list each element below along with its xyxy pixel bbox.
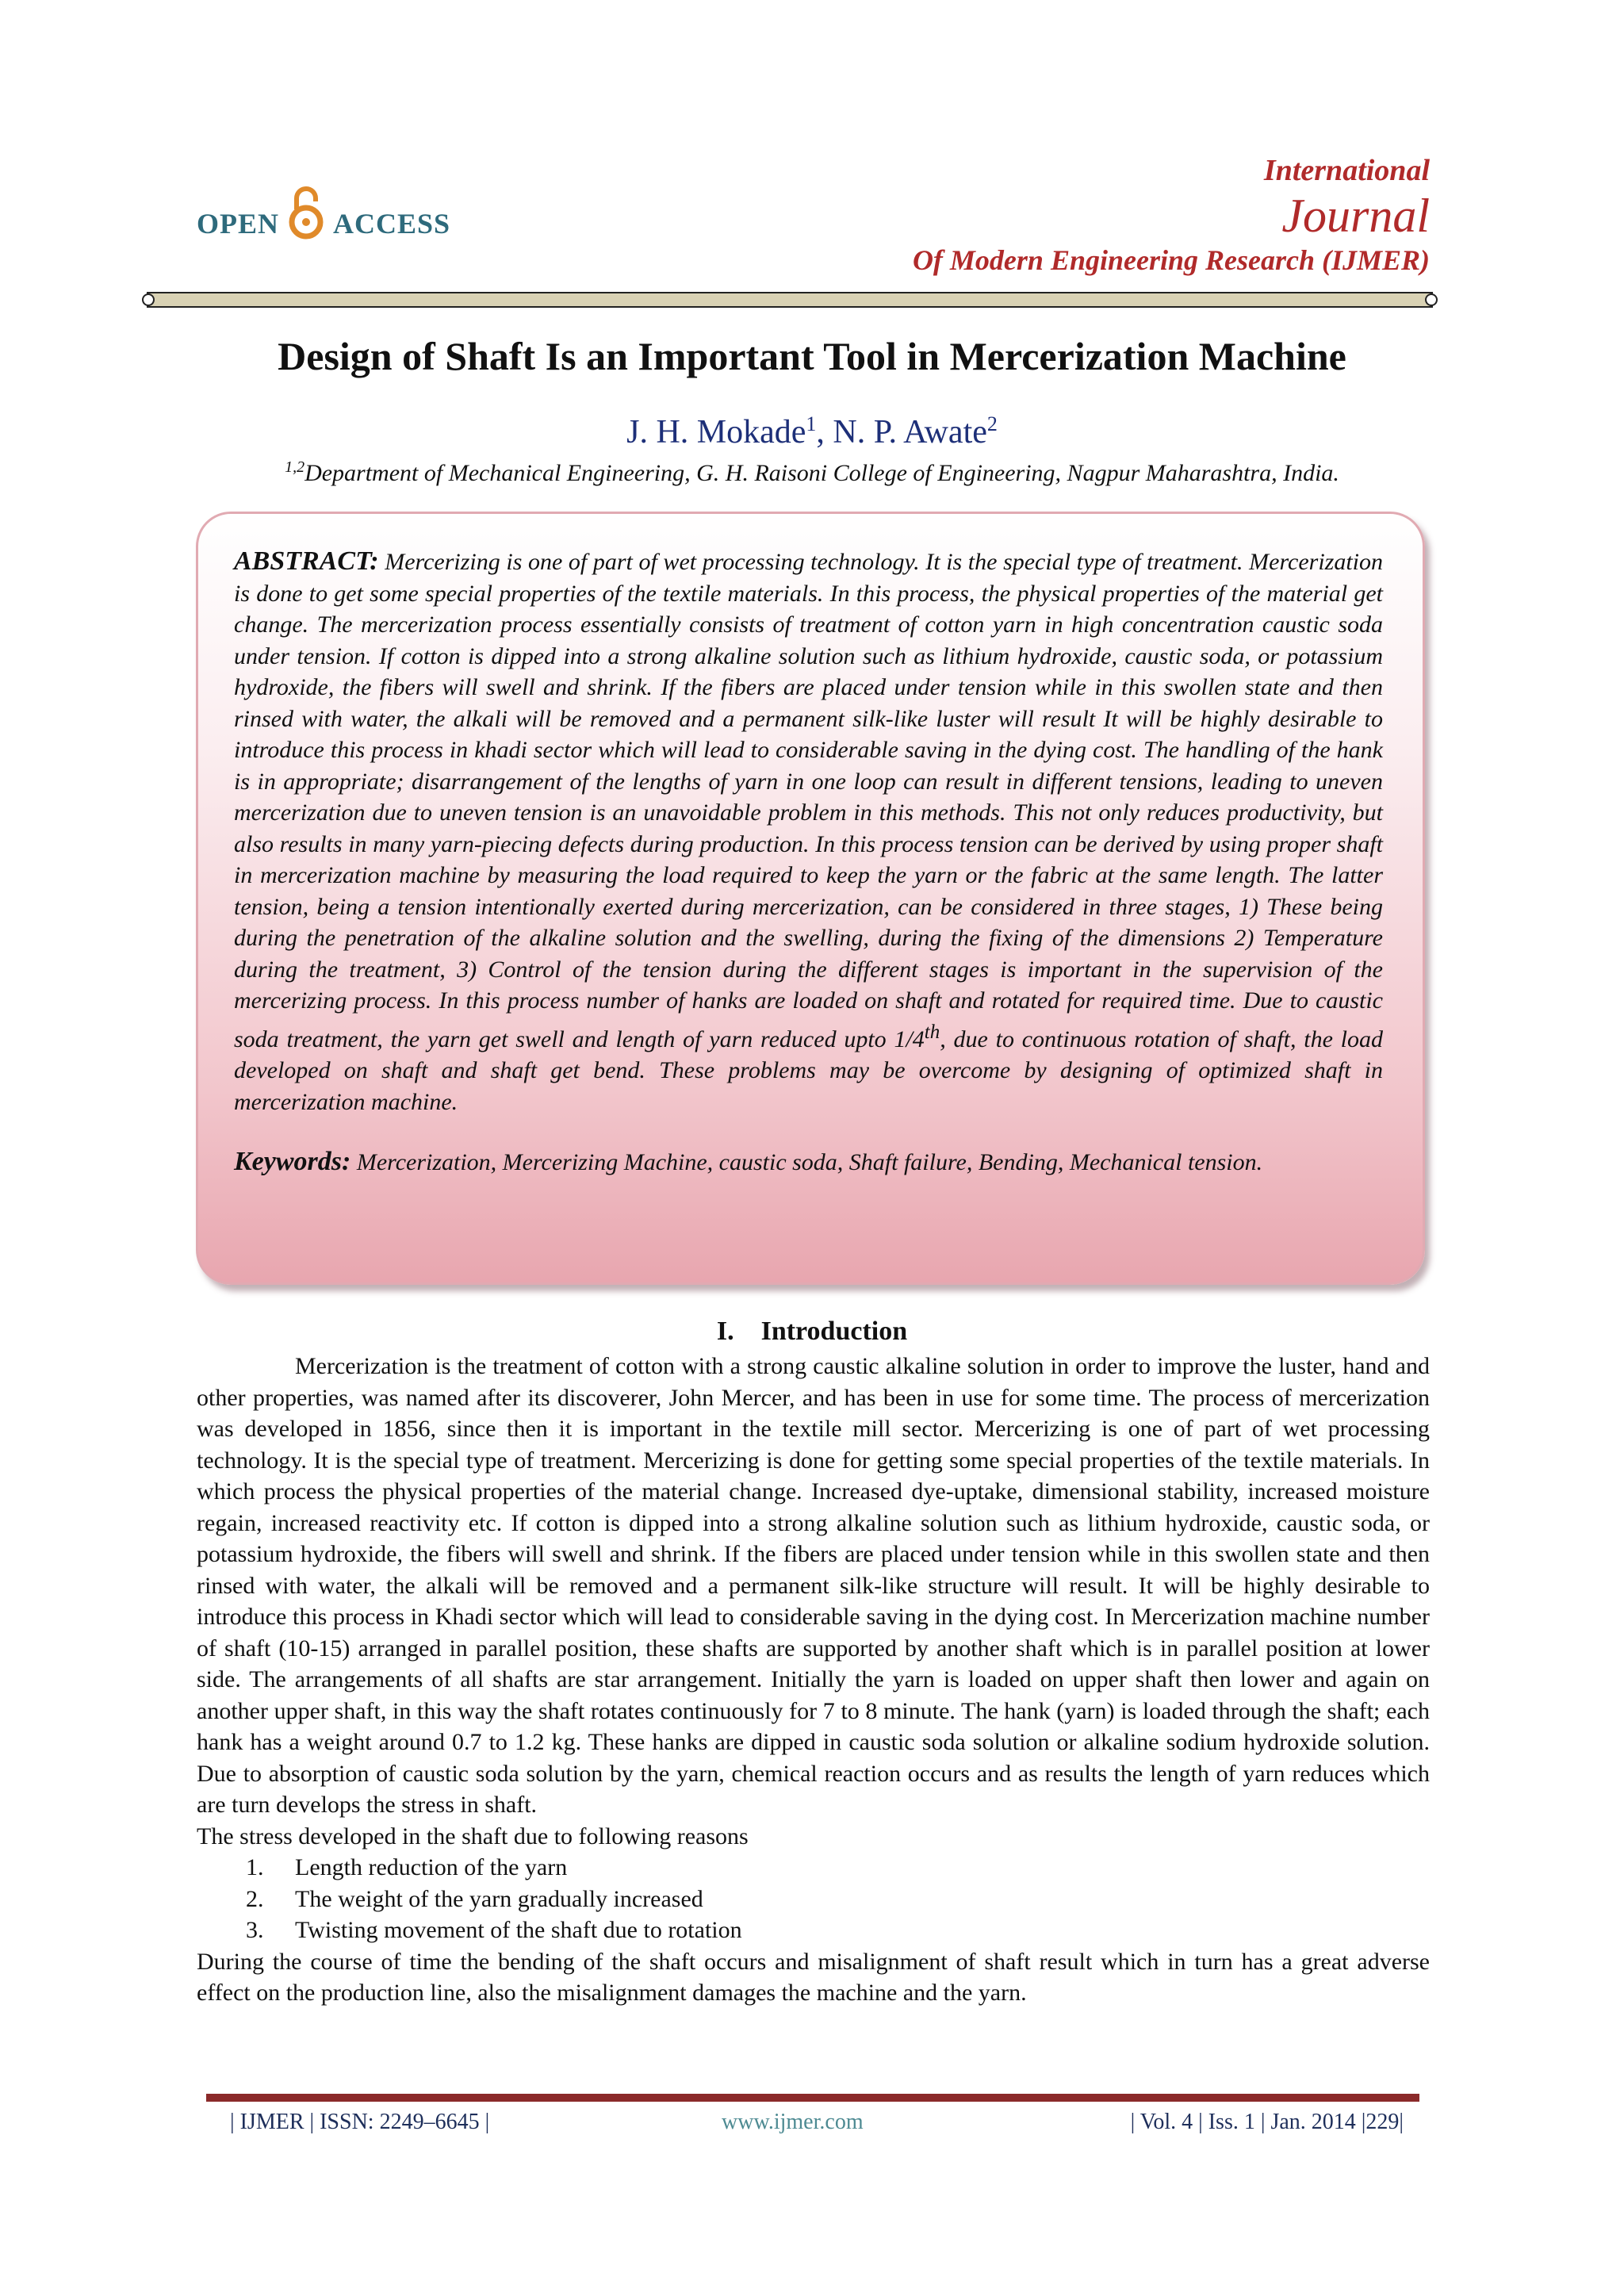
open-access-logo (197, 205, 450, 243)
journal-line-international: International (1263, 154, 1430, 187)
reasons-list (197, 1852, 1430, 1946)
introduction-paragraph-1: Mercerization is the treatment of cotton with a strong caustic alkaline solution in order to improve the luster, hand and other properties, was named after its discoverer, John Mercer, and has been in use for some time. The process of mercerization was developed in 1856, since then it is important in the textile mill sector. Mercerizing is one of part of wet processing technology. It is the special type of treatment. Mercerizing is done for getting some special properties of the textile materials. In which process the physical properties of the material change. Increased dye-uptake, dimensional stability, increased moisture regain, increased reactivity etc. If cotton is dipped into a strong alkaline solution such as lithium hydroxide, caustic soda, or potassium hydroxide, the fibers will swell and shrink. If the fibers are placed under tension while in this swollen state and then rinsed with water, the alkali will be removed and a permanent silk-like structure will result. It will be highly desirable to introduce this process in Khadi sector which will lead to considerable saving in the dying cost. In Mercerization machine number of shaft (10-15) arranged in parallel position, these shafts are supported by another shaft which is in parallel position at lower side. The arrangements of all shafts are star arrangement. Initially the yarn is loaded on upper shaft then lower and again on another upper shaft, in this way the shaft rotates continuously for 7 to 8 minute. The hank (yarn) is loaded through the shaft; each hank has a weight around 0.7 to 1.2 kg. These hanks are dipped in caustic soda solution or alkaline sodium hydroxide solution. Due to absorption of caustic soda solution by the yarn, chemical reaction occurs and as results the length of yarn reduces which are turn develops the stress in shaft. (197, 1353, 1430, 1818)
journal-line-journal: Journal (1281, 190, 1430, 242)
list-item-text: Length reduction of the yarn (295, 1854, 568, 1880)
author-2-affiliation-mark: 2 (986, 412, 998, 435)
list-item-text: The weight of the yarn gradually increased (295, 1885, 703, 1912)
list-item-number: 3. (246, 1917, 264, 1943)
affiliation-text: Department of Mechanical Engineering, G. H. Raisoni College of Engineering, Nagpur Maharashtra, India. (304, 460, 1339, 486)
footer-volume-page: | Vol. 4 | Iss. 1 | Jan. 2014 |229| (1130, 2110, 1404, 2134)
footer-divider (206, 2094, 1419, 2102)
keywords-label: Keywords: (234, 1147, 351, 1176)
journal-line-ijmer: Of Modern Engineering Research (IJMER) (912, 244, 1430, 276)
abstract (234, 546, 1383, 1117)
header-divider (147, 292, 1433, 308)
affiliation (0, 458, 1624, 487)
abstract-label: ABSTRACT: (234, 546, 379, 576)
abstract-superscript: th (924, 1021, 940, 1043)
open-access-lock-icon (285, 182, 327, 243)
author-1-affiliation-mark: 1 (806, 412, 817, 435)
abstract-box (196, 512, 1425, 1285)
keywords-text: Mercerization, Mercerizing Machine, caustic soda, Shaft failure, Bending, Mechanical tension. (350, 1149, 1263, 1175)
abstract-text-part1: Mercerizing is one of part of wet processing technology. It is the special type of treatment. Mercerization is done to get some special properties of the textile materials. In this process, the physical properties of the material get change. The mercerization process essentially consists of treatment of cotton yarn in high concentration caustic soda under tension. If cotton is dipped into a strong alkaline solution such as lithium hydroxide, caustic soda, or potassium hydroxide, the fibers will swell and shrink. If the fibers are placed under tension while in this swollen state and then rinsed with water, the alkali will be removed and a permanent silk-like luster will result It will be highly desirable to introduce this process in khadi sector which will lead to considerable saving in the dying cost. The handling of the hank is in appropriate; disarrangement of the lengths of yarn in one loop can result in different tensions, leading to uneven mercerization due to uneven tension is an unavoidable problem in this methods. This not only reduces productivity, but also results in many yarn-piecing defects during production. In this process tension can be derived by using proper shaft in mercerization machine by measuring the load required to keep the yarn or the fabric at the same length. The latter tension, being a tension intentionally exerted during mercerization, can be considered in three stages, 1) These being during the penetration of the alkaline solution and the swelling, during the fixing of the dimensions 2) Temperature during the treatment, 3) Control of the tension during the different stages is important in the supervision of the mercerizing process. In this process number of hanks are loaded on shaft and rotated for required time. Due to caustic soda treatment, the yarn get swell and length of yarn reduced upto 1/4 (234, 549, 1383, 1052)
open-access-word1: OPEN (197, 208, 280, 240)
open-access-word2: ACCESS (333, 208, 451, 240)
authors (0, 412, 1624, 451)
list-item (197, 1852, 1430, 1884)
affiliation-mark: 1,2 (285, 458, 305, 476)
journal-name (913, 152, 1430, 278)
introduction-body (197, 1351, 1430, 2009)
list-item-number: 1. (246, 1854, 264, 1880)
page-footer (230, 2110, 1404, 2141)
list-item-text: Twisting movement of the shaft due to rotation (295, 1917, 742, 1943)
author-separator: , (816, 414, 833, 450)
keywords (234, 1146, 1383, 1179)
author-1: J. H. Mokade (626, 414, 806, 450)
list-item-number: 2. (246, 1885, 264, 1912)
list-item (197, 1915, 1430, 1946)
footer-website-link[interactable]: www.ijmer.com (722, 2110, 864, 2134)
section-heading-introduction: I. Introduction (716, 1317, 908, 1346)
introduction-paragraph-2: The stress developed in the shaft due to following reasons (197, 1823, 749, 1849)
footer-journal-info: | IJMER | ISSN: 2249–6645 | (230, 2110, 490, 2134)
paper-title: Design of Shaft Is an Important Tool in Mercerization Machine (278, 334, 1346, 378)
list-item (197, 1884, 1430, 1915)
introduction-paragraph-3: During the course of time the bending of the shaft occurs and misalignment of shaft result which in turn has a great adverse effect on the production line, also the misalignment damages the machine and the yarn. (197, 1948, 1430, 2006)
abstract-text-part2: , due to continuous rotation of shaft, the load developed on shaft and shaft get bend. These problems may be overcome by designing of optimized shaft in mercerization machine. (234, 1025, 1383, 1115)
author-2: N. P. Awate (833, 414, 987, 450)
